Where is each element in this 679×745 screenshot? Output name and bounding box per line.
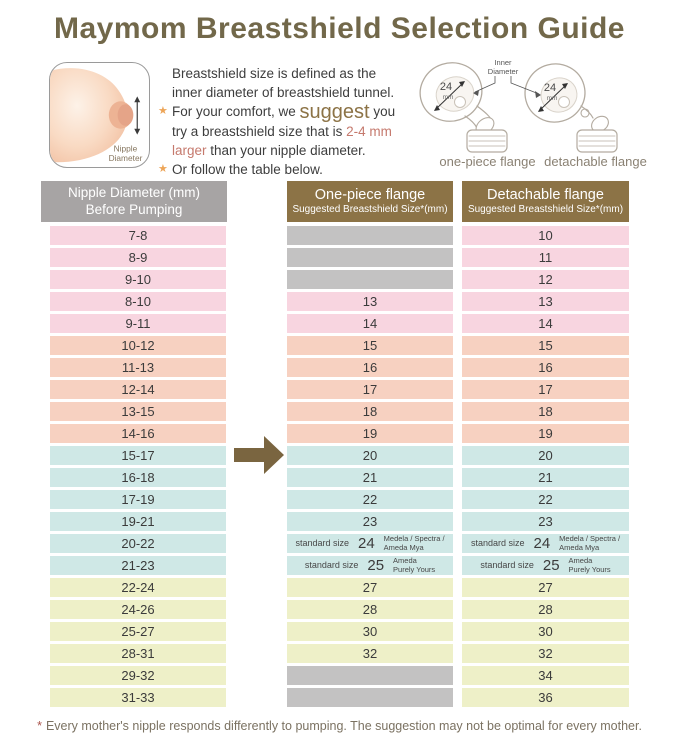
nipple-diameter-header [41, 181, 227, 222]
detachable-size-cell: 30 [462, 622, 629, 641]
detachable-flange-icon [519, 57, 617, 152]
header-line: Detachable flange [487, 187, 604, 204]
detachable-size-cell: 14 [462, 314, 629, 333]
detachable-size-cell: 10 [462, 226, 629, 245]
one-piece-size-cell: 20 [287, 446, 453, 465]
detachable-size-cell: 22 [462, 490, 629, 509]
one-piece-size-cell: 17 [287, 380, 453, 399]
bullet1-text: For your comfort, we [172, 104, 300, 119]
standard-size-label: standard size [295, 538, 349, 549]
larger-highlight: larger [172, 143, 207, 158]
standard-size-label: standard size [304, 560, 359, 571]
footnote-text: Every mother's nipple responds differently to pumping. The suggestion may not be optimal for every mother. [45, 719, 642, 733]
intro-bullet-1-line3 [158, 141, 424, 160]
svg-text:Diameter: Diameter [487, 67, 519, 76]
nipple-range-cell: 16-18 [50, 468, 226, 487]
right-arrow-icon [234, 436, 286, 474]
intro-line-1 [158, 64, 424, 83]
detachable-size-cell: 12 [462, 270, 629, 289]
bullet1-line2-text: try a breastshield size that is [172, 124, 347, 139]
one-piece-size-cell: 22 [287, 490, 453, 509]
one-piece-size-cell [287, 270, 453, 289]
svg-text:Diameter: Diameter [108, 153, 143, 164]
brand-names: Ameda Purely Yours [393, 556, 436, 575]
star-icon: ★ [158, 105, 168, 117]
nipple-range-cell: 20-22 [50, 534, 226, 553]
nipple-range-cell: 7-8 [50, 226, 226, 245]
one-piece-size-cell [287, 248, 453, 267]
detachable-size-cell: 32 [462, 644, 629, 663]
size-value: 25 [367, 556, 385, 574]
detachable-size-cell: 27 [462, 578, 629, 597]
nipple-range-cell: 22-24 [50, 578, 226, 597]
size-value: 24 [533, 534, 551, 552]
standard-size-label: standard size [470, 538, 525, 549]
one-piece-size-cell [287, 556, 453, 575]
nipple-range-cell: 25-27 [50, 622, 226, 641]
one-piece-size-cell: 23 [287, 512, 453, 531]
intro-bullet-1-line2 [158, 122, 424, 141]
one-piece-size-cell: 32 [287, 644, 453, 663]
one-piece-flange-header [287, 181, 453, 222]
one-piece-size-cell [287, 666, 453, 685]
one-piece-size-cell [287, 226, 453, 245]
nipple-range-cell: 8-10 [50, 292, 226, 311]
flange-illustrations [415, 56, 679, 156]
one-piece-size-cell: 27 [287, 578, 453, 597]
brand-names: Medela / Spectra / Ameda Mya [383, 534, 445, 553]
detachable-size-cell [462, 556, 629, 575]
detachable-size-cell: 15 [462, 336, 629, 355]
detachable-size-cell: 23 [462, 512, 629, 531]
bullet1-text-cont: you [369, 104, 396, 119]
intro-line2-text: inner diameter of breastshield tunnel. [172, 85, 395, 100]
nipple-range-cell: 24-26 [50, 600, 226, 619]
svg-text:Inner: Inner [494, 58, 512, 67]
bullet2-text: Or follow the table below. [172, 162, 323, 177]
one-piece-size-cell [287, 688, 453, 707]
detachable-size-cell: 34 [462, 666, 629, 685]
nipple-range-cell: 19-21 [50, 512, 226, 531]
nipple-range-cell: 9-10 [50, 270, 226, 289]
footnote [0, 719, 679, 733]
nipple-range-cell: 17-19 [50, 490, 226, 509]
one-piece-size-cell: 14 [287, 314, 453, 333]
one-piece-flange-caption: one-piece flange [439, 154, 536, 169]
nipple-range-cell: 8-9 [50, 248, 226, 267]
one-piece-size-cell [287, 534, 453, 553]
asterisk-icon: * [37, 719, 42, 733]
page-title: Maymom Breastshield Selection Guide [54, 12, 625, 45]
size-value: 24 [357, 534, 375, 552]
detachable-size-cell: 20 [462, 446, 629, 465]
one-piece-size-cell: 16 [287, 358, 453, 377]
one-piece-size-cell: 21 [287, 468, 453, 487]
header-subline: Suggested Breastshield Size*(mm) [292, 204, 448, 216]
detachable-size-cell: 28 [462, 600, 629, 619]
svg-text:24: 24 [543, 82, 557, 94]
size-value: 25 [542, 556, 560, 574]
svg-text:mm: mm [442, 94, 454, 101]
intro-line1-text: Breastshield size is defined as the [172, 66, 377, 81]
detachable-size-cell [462, 534, 629, 553]
nipple-range-cell: 15-17 [50, 446, 226, 465]
svg-text:Nipple: Nipple [113, 143, 138, 154]
detachable-size-cell: 18 [462, 402, 629, 421]
one-piece-size-cell: 15 [287, 336, 453, 355]
detachable-size-cell: 19 [462, 424, 629, 443]
one-piece-size-cell: 28 [287, 600, 453, 619]
star-icon: ★ [158, 163, 168, 175]
detachable-flange-caption: detachable flange [544, 154, 647, 169]
svg-text:24: 24 [439, 81, 453, 93]
detachable-size-cell: 36 [462, 688, 629, 707]
nipple-range-cell: 13-15 [50, 402, 226, 421]
suggest-emphasis: suggest [299, 101, 370, 123]
nipple-diameter-illustration [49, 62, 150, 168]
detachable-flange-header [462, 181, 629, 222]
header-line: Nipple Diameter (mm) [67, 184, 201, 200]
nipple-range-cell: 12-14 [50, 380, 226, 399]
brand-names: Ameda Purely Yours [568, 556, 611, 575]
detachable-size-cell: 21 [462, 468, 629, 487]
nipple-range-cell: 11-13 [50, 358, 226, 377]
detachable-size-cell: 17 [462, 380, 629, 399]
intro-bullet-1 [158, 102, 424, 122]
nipple-range-cell: 29-32 [50, 666, 226, 685]
svg-text:mm: mm [546, 95, 558, 102]
detachable-size-cell: 11 [462, 248, 629, 267]
one-piece-size-cell: 19 [287, 424, 453, 443]
header-subline: Suggested Breastshield Size*(mm) [467, 204, 624, 216]
nipple-range-cell: 28-31 [50, 644, 226, 663]
one-piece-size-cell: 30 [287, 622, 453, 641]
nipple-range-cell: 31-33 [50, 688, 226, 707]
bullet1-line3-text: than your nipple diameter. [206, 143, 366, 158]
detachable-size-cell: 16 [462, 358, 629, 377]
header-line: One-piece flange [314, 187, 426, 204]
nipple-range-cell: 10-12 [50, 336, 226, 355]
size-range-highlight: 2-4 mm [346, 124, 392, 139]
detachable-size-cell: 13 [462, 292, 629, 311]
one-piece-size-cell: 18 [287, 402, 453, 421]
intro-line-2 [158, 83, 424, 102]
header-line: Before Pumping [85, 201, 183, 217]
one-piece-size-cell: 13 [287, 292, 453, 311]
nipple-range-cell: 9-11 [50, 314, 226, 333]
breast-drawing-icon [50, 63, 149, 167]
intro-text [158, 64, 424, 179]
brand-names: Medela / Spectra / Ameda Mya [559, 534, 621, 553]
nipple-range-cell: 21-23 [50, 556, 226, 575]
intro-bullet-2 [158, 160, 424, 179]
nipple-range-cell: 14-16 [50, 424, 226, 443]
standard-size-label: standard size [480, 560, 534, 571]
